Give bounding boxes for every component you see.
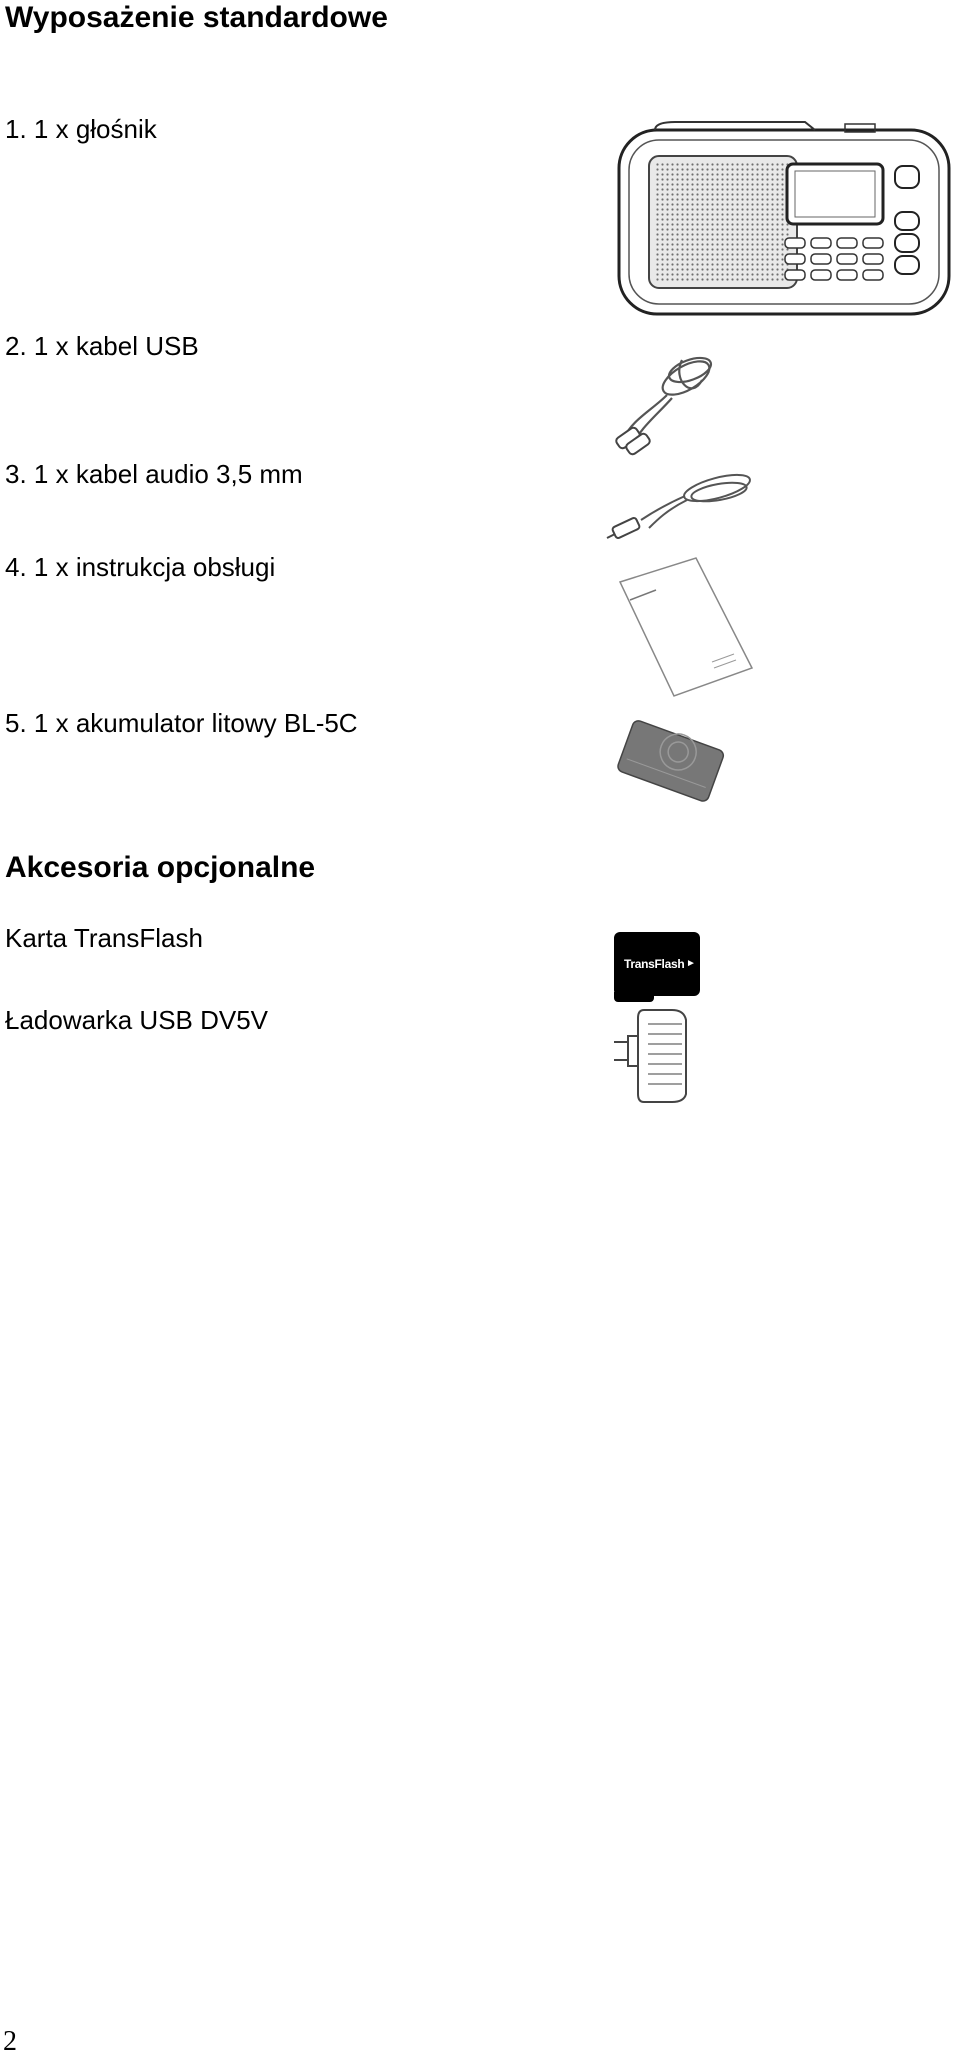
list-item-transflash: Karta TransFlash [5,923,203,953]
list-item-battery: 5. 1 x akumulator litowy BL-5C [5,708,358,738]
speaker-radio-icon [615,122,955,322]
list-item-usb-cable: 2. 1 x kabel USB [5,331,199,361]
page-title: Wyposażenie standardowe [5,1,388,34]
usb-charger-icon [612,1006,696,1104]
transflash-card-icon [614,932,700,996]
transflash-card-label: TransFlash [624,957,685,971]
play-arrow-icon: ► [686,958,696,969]
section-heading-optional: Akcesoria opcjonalne [5,851,316,884]
manual-icon [616,556,766,702]
audio-cable-icon [607,460,757,550]
list-item-speaker: 1. 1 x głośnik [5,114,157,144]
usb-cable-icon [612,340,732,460]
list-item-usb-charger: Ładowarka USB DV5V [5,1005,269,1035]
list-item-manual: 4. 1 x instrukcja obsługi [5,552,276,582]
page-number: 2 [3,2026,17,2057]
list-item-audio-cable: 3. 1 x kabel audio 3,5 mm [5,459,303,489]
battery-icon [615,712,727,808]
